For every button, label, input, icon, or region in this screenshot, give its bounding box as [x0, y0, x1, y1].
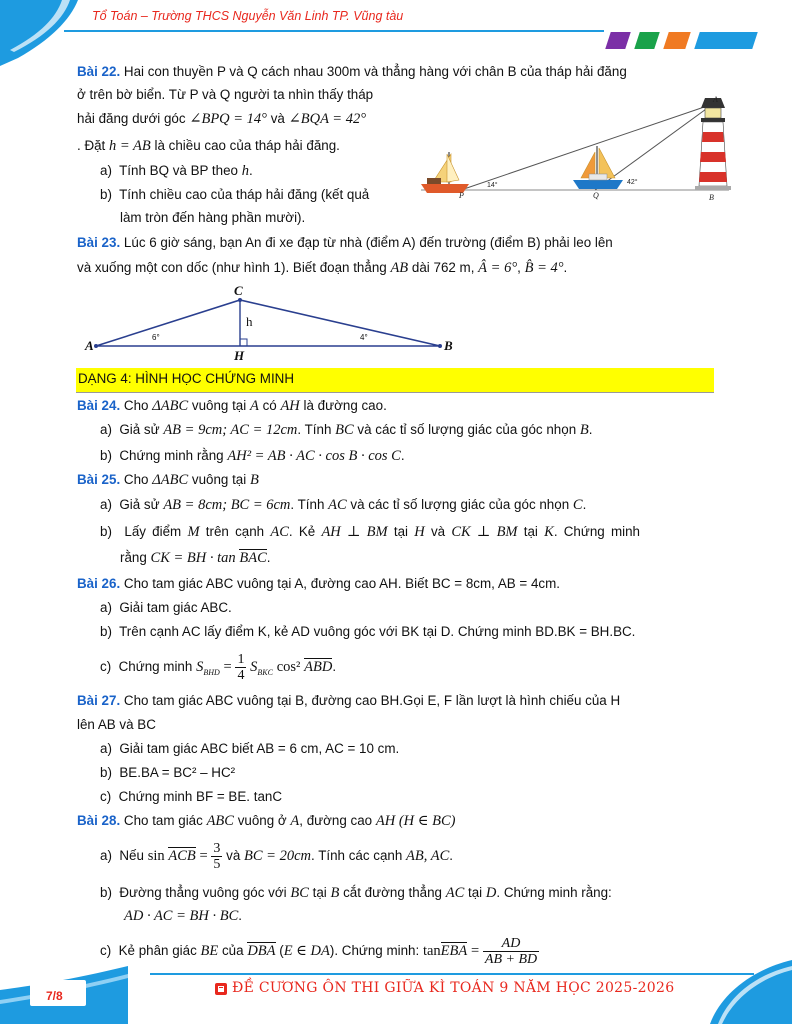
corner-swoosh-bottom-right — [700, 960, 792, 1024]
book-icon — [214, 982, 228, 996]
b27-label: Bài 27. — [77, 693, 121, 708]
header-rule — [64, 30, 604, 32]
fig22-label-q: Q — [593, 191, 599, 200]
b28-part-a: a) Nếu sin ACB = $\frac{3}{5}$ và BC = 20cm. Tính các cạnh AB, AC. — [100, 840, 454, 872]
b23-label: Bài 23. — [77, 235, 121, 250]
fig23-label-b: B — [444, 338, 453, 353]
header-bar-green — [634, 32, 660, 49]
b28-part-c: c) Kẻ phân giác BE của DBA (E ∈ DA). Chứng minh: tanEBA = $\frac{AD}{AB + BD}$ — [100, 935, 538, 967]
fig22-label-p: P — [459, 191, 464, 200]
b26-part-a: a) Giải tam giác ABC. — [100, 600, 232, 615]
b28-part-b-cont: AD · AC = BH · BC. — [124, 908, 242, 924]
header-bar-blue — [694, 32, 758, 49]
header-bar-orange — [663, 32, 691, 49]
b24-part-a: a) Giả sử AB = 9cm; AC = 12cm. Tính BC và các tỉ số lượng giác của góc nhọn B. — [100, 422, 593, 438]
b23-angle-a: Â = 6° — [478, 260, 518, 276]
section-title: DẠNG 4: HÌNH HỌC CHỨNG MINH — [78, 371, 295, 386]
fig22-angle-p: 14° — [487, 182, 498, 189]
b22-angle-bqa: ∠BQA = 42° — [288, 111, 367, 127]
b27-line1: Bài 27. Cho tam giác ABC vuông tại B, đường cao BH.Gọi E, F lần lượt là hình chiếu của H — [77, 693, 621, 708]
b28-fraction-c: $\frac{AD}{AB + BD}$ — [484, 935, 538, 967]
b22-part-b: b) Tính chiều cao của tháp hải đăng (kết quả — [100, 187, 370, 202]
b23-angle-b: B̂ = 4° — [524, 260, 564, 276]
b23-line2: và xuống một con dốc (như hình 1). Biết đoạn thẳng AB dài 762 m, Â = 6°, B̂ = 4°. — [77, 260, 568, 276]
b22-label: Bài 22. — [77, 64, 121, 79]
b28-line1: Bài 28. Cho tam giác ABC vuông ở A, đường cao AH (H ∈ BC) — [77, 813, 456, 829]
b22-line4: . Đặt h = AB là chiều cao của tháp hải đăng. — [77, 138, 340, 154]
b27-part-a: a) Giải tam giác ABC biết AB = 6 cm, AC = 10 cm. — [100, 741, 400, 756]
slope-figure — [82, 280, 462, 362]
b27-part-c: c) Chứng minh BF = BE. tanC — [100, 789, 283, 804]
b25-part-b-cont: rằng CK = BH · tan BAC. — [120, 550, 271, 566]
b25-angle-bac: BAC — [239, 550, 267, 566]
b28-part-b: b) Đường thẳng vuông góc với BC tại B cắt đường thẳng AC tại D. Chứng minh rằng: — [100, 885, 612, 901]
fig23-label-c: C — [234, 283, 243, 298]
b22-line1: Bài 22. Hai con thuyền P và Q cách nhau 300m và thẳng hàng với chân B của tháp hải đăng — [77, 64, 627, 79]
fig22-angle-q: 42° — [627, 179, 638, 186]
fig22-label-a: A — [713, 95, 718, 104]
b22-part-b-cont: làm tròn đến hàng phần mười). — [120, 210, 306, 225]
fig23-angle-b: 4° — [360, 333, 368, 342]
b24-label: Bài 24. — [77, 398, 121, 413]
b26-fraction: $\frac{1}{4}$ — [237, 651, 245, 683]
header-title: Tổ Toán – Trường THCS Nguyễn Văn Linh TP. Vũng tàu — [92, 9, 404, 23]
b26-label: Bài 26. — [77, 576, 121, 591]
page-number: 7/8 — [46, 989, 63, 1003]
section-banner — [76, 368, 714, 393]
b26-part-c: c) Chứng minh $S_{BHD}$ = $\frac{1}{4}$ $S_{BKC}$ cos² ABD. — [100, 651, 337, 683]
b27-line2: lên AB và BC — [77, 717, 156, 732]
b27-part-b: b) BE.BA = BC² – HC² — [100, 765, 236, 780]
lighthouse-figure — [413, 92, 735, 204]
fig22-label-b: B — [709, 193, 714, 202]
fig23-label-h: H — [234, 348, 245, 362]
header-bar-purple — [605, 32, 631, 49]
b25-part-a: a) Giả sử AB = 8cm; BC = 6cm. Tính AC và các tỉ số lượng giác của góc nhọn C. — [100, 497, 587, 513]
b28-label: Bài 28. — [77, 813, 121, 828]
b23-line1: Bài 23. Lúc 6 giờ sáng, bạn An đi xe đạp từ nhà (điểm A) đến trường (điểm B) phải leo lên — [77, 235, 613, 250]
footer-title: ĐỀ CƯƠNG ÔN THI GIỮA KÌ TOÁN 9 NĂM HỌC 2025-2026 — [232, 980, 675, 996]
b25-line1: Bài 25. Cho ΔABC vuông tại B — [77, 472, 259, 488]
b22-part-a: a) Tính BQ và BP theo h. — [100, 163, 253, 179]
b28-fraction: $\frac{3}{5}$ — [213, 840, 221, 872]
b22-h-def: h = AB — [109, 138, 151, 154]
b22-line3: hải đăng dưới góc ∠BPQ = 14° và ∠BQA = 42° — [77, 111, 367, 127]
b24-part-b: b) Chứng minh rằng AH² = AB · AC · cos B · cos C. — [100, 448, 405, 464]
b25-part-b: b) Lấy điểm M trên cạnh AC. Kẻ AH ⊥ BM tại H và CK ⊥ BM tại K. Chứng minh — [100, 524, 640, 540]
b25-label: Bài 25. — [77, 472, 121, 487]
fig23-label-height: h — [246, 314, 253, 329]
footer-rule — [150, 973, 754, 975]
fig23-angle-a: 6° — [152, 333, 160, 342]
b24-line1: Bài 24. Cho ΔABC vuông tại A có AH là đường cao. — [77, 398, 387, 414]
b26-part-b: b) Trên cạnh AC lấy điểm K, kẻ AD vuông góc với BK tại D. Chứng minh BD.BK = BH.BC. — [100, 624, 636, 639]
b22-line2: ở trên bờ biển. Từ P và Q người ta nhìn thấy tháp — [77, 87, 374, 102]
b26-line1: Bài 26. Cho tam giác ABC vuông tại A, đường cao AH. Biết BC = 8cm, AB = 4cm. — [77, 576, 560, 591]
b22-angle-bpq: ∠BPQ = 14° — [189, 111, 267, 127]
fig23-label-a: A — [85, 338, 94, 353]
